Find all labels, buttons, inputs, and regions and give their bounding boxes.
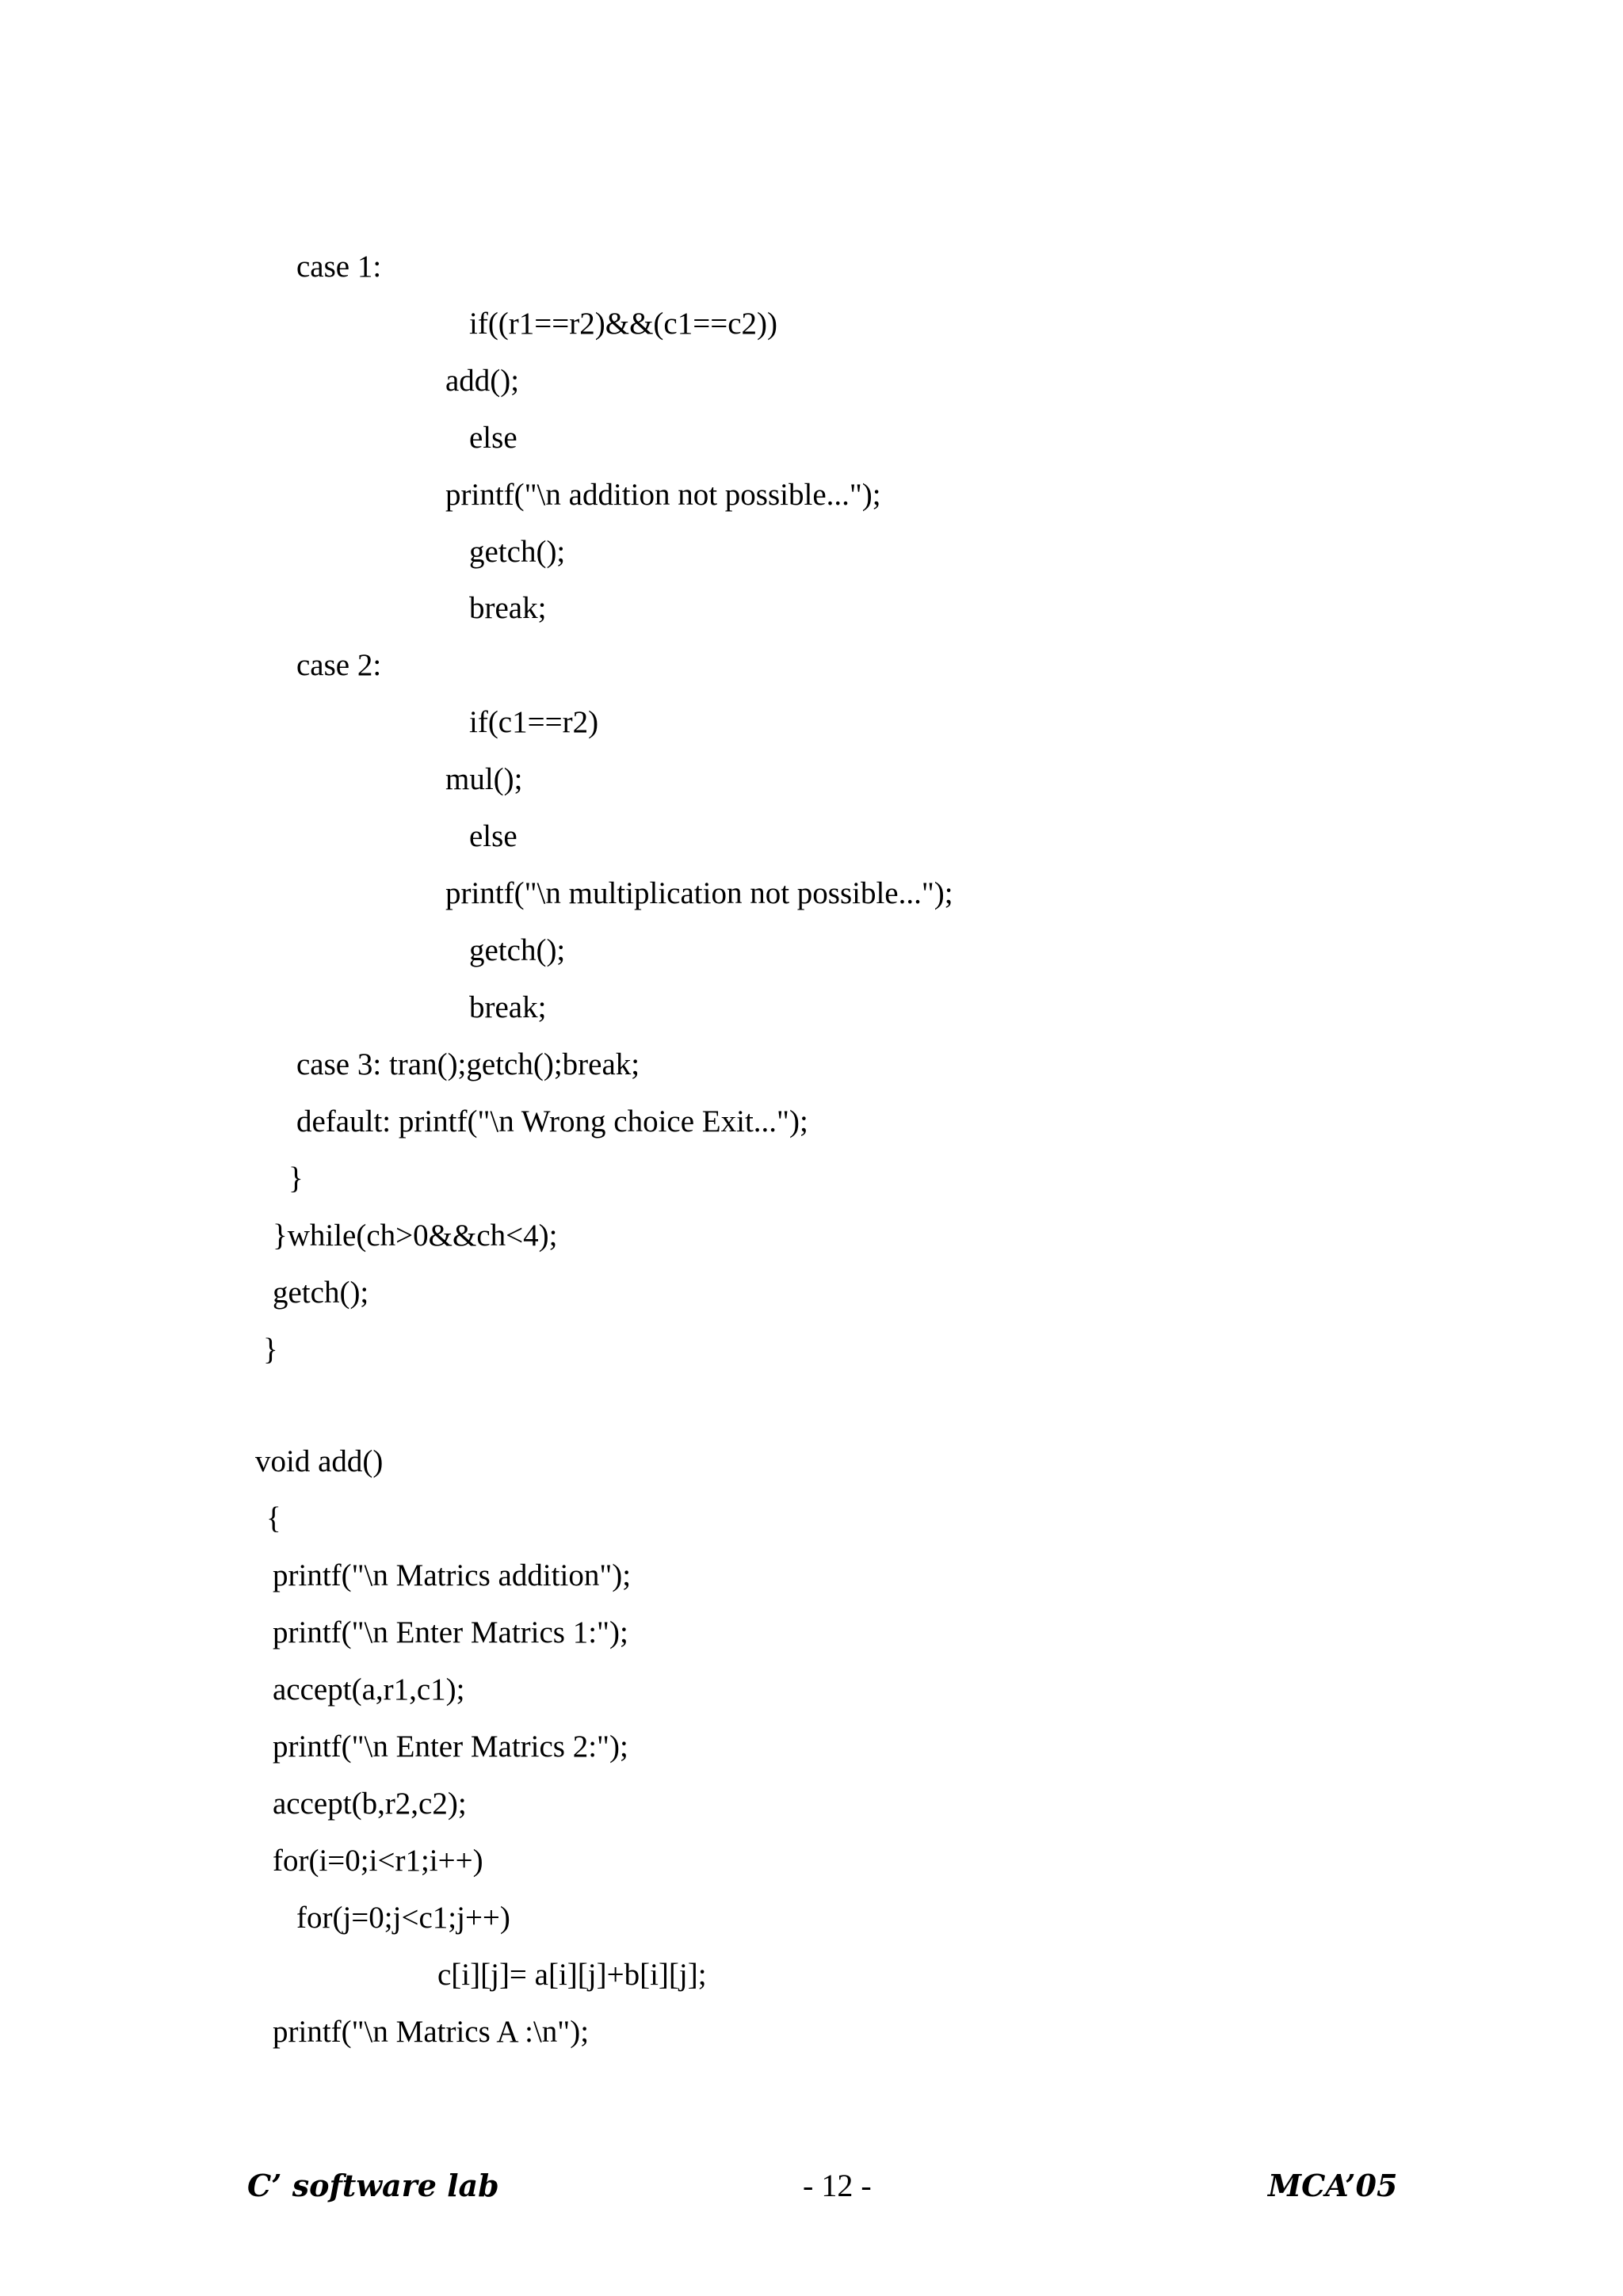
footer-page-number: - 12 -	[803, 2168, 872, 2203]
code-line-accept-b: accept(b,r2,c2);	[273, 1787, 467, 1821]
code-line-break-1: break;	[469, 591, 547, 625]
code-line-printf-enter-2: printf("\n Enter Matrics 2:");	[273, 1730, 628, 1764]
code-line-accept-a: accept(a,r1,c1);	[273, 1672, 465, 1707]
code-line-sum-assign: c[i][j]= a[i][j]+b[i][j];	[437, 1958, 707, 1992]
code-line-printf-matrics-a: printf("\n Matrics A :\n");	[273, 2015, 590, 2049]
code-line-if-add: if((r1==r2)&&(c1==c2))	[469, 307, 777, 341]
code-line-else-1: else	[469, 421, 517, 455]
code-line-printf-mul: printf("\n multiplication not possible...");	[445, 876, 953, 910]
code-line-else-2: else	[469, 819, 517, 853]
code-line-void-add: void add()	[255, 1444, 384, 1478]
footer-program-code: MCA’05	[1268, 2168, 1398, 2203]
footer-course-title: C’ software lab	[247, 2168, 499, 2203]
code-line-getch-2: getch();	[469, 933, 566, 967]
code-line-case-3: case 3: tran();getch();break;	[296, 1047, 640, 1081]
code-line-switch-close: }	[288, 1161, 304, 1196]
code-line-main-close: }	[263, 1333, 278, 1367]
code-line-while: }while(ch>0&&ch<4);	[273, 1219, 558, 1253]
code-line-mul-call: mul();	[445, 762, 523, 796]
code-line-break-2: break;	[469, 990, 547, 1024]
code-line-for-j: for(j=0;j<c1;j++)	[296, 1901, 510, 1935]
code-line-getch-1: getch();	[469, 535, 566, 569]
code-line-for-i: for(i=0;i<r1;i++)	[273, 1844, 483, 1878]
code-line-add-open: {	[266, 1501, 281, 1535]
code-line-if-mul: if(c1==r2)	[469, 705, 599, 739]
code-line-printf-add: printf("\n addition not possible...");	[445, 478, 881, 512]
code-line-default: default: printf("\n Wrong choice Exit...");	[296, 1104, 808, 1138]
code-line-getch-3: getch();	[273, 1276, 369, 1310]
code-line-printf-enter-1: printf("\n Enter Matrics 1:");	[273, 1615, 628, 1650]
code-line-printf-matrics-addition: printf("\n Matrics addition");	[273, 1558, 632, 1592]
code-line-add-call: add();	[445, 364, 520, 398]
code-line-case-2: case 2:	[296, 648, 382, 682]
code-line-case-1: case 1:	[296, 250, 382, 284]
